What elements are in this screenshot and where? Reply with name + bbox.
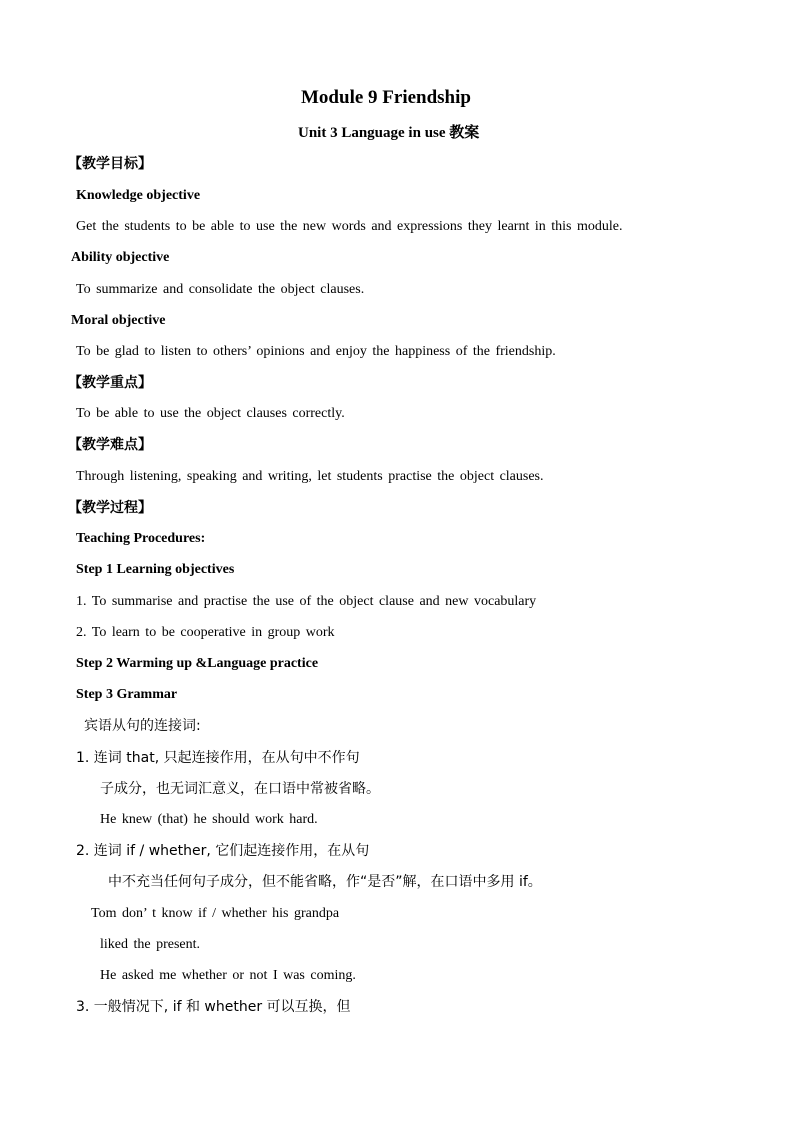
rule-2-line-2: 中不充当任何句子成分，但不能省略，作“是否”解，在口语中多用 if。 xyxy=(108,874,542,890)
key-points-heading: 【教学重点】 xyxy=(68,375,152,391)
ability-objective-heading: Ability objective xyxy=(71,250,170,265)
rule-1-line-2: 子成分，也无词汇意义，在口语中常被省略。 xyxy=(100,781,380,797)
step2-heading: Step 2 Warming up &Language practice xyxy=(76,656,319,671)
key-points-text: To be able to use the object clauses correctly. xyxy=(76,406,345,421)
process-heading: 【教学过程】 xyxy=(68,500,152,516)
moral-objective-text: To be glad to listen to others’ opinions and enjoy the happiness of the friendship. xyxy=(76,344,556,359)
step1-heading: Step 1 Learning objectives xyxy=(76,562,235,577)
ability-objective-text: To summarize and consolidate the object clauses. xyxy=(76,282,365,297)
document-subtitle: Unit 3 Language in use 教案 xyxy=(298,125,480,141)
procedures-heading: Teaching Procedures: xyxy=(76,531,206,546)
knowledge-objective-heading: Knowledge objective xyxy=(76,188,201,203)
rule-2-example-2: He asked me whether or not I was coming. xyxy=(100,968,356,983)
knowledge-objective-text: Get the students to be able to use the new words and expressions they learnt in this module. xyxy=(76,219,623,234)
rule-1-line-1: 1. 连词 that, 只起连接作用，在从句中不作句 xyxy=(76,750,360,766)
grammar-intro: 宾语从句的连接词: xyxy=(84,718,201,734)
rule-2-example-1-line-1: Tom don’ t know if / whether his grandpa xyxy=(91,906,340,921)
rule-2-line-1: 2. 连词 if / whether, 它们起连接作用，在从句 xyxy=(76,843,370,859)
rule-2-example-1-line-2: liked the present. xyxy=(100,937,201,952)
rule-3-line-1: 3. 一般情况下, if 和 whether 可以互换，但 xyxy=(76,999,351,1015)
step3-heading: Step 3 Grammar xyxy=(76,687,178,702)
step1-item-2: 2. To learn to be cooperative in group work xyxy=(76,625,335,640)
difficulties-heading: 【教学难点】 xyxy=(68,437,152,453)
rule-1-example: He knew (that) he should work hard. xyxy=(100,812,318,827)
document-title: Module 9 Friendship xyxy=(301,87,471,108)
step1-item-1: 1. To summarise and practise the use of the object clause and new vocabulary xyxy=(76,594,537,609)
difficulties-text: Through listening, speaking and writing, let students practise the object clauses. xyxy=(76,469,544,484)
moral-objective-heading: Moral objective xyxy=(71,313,166,328)
objectives-heading: 【教学目标】 xyxy=(68,156,152,172)
